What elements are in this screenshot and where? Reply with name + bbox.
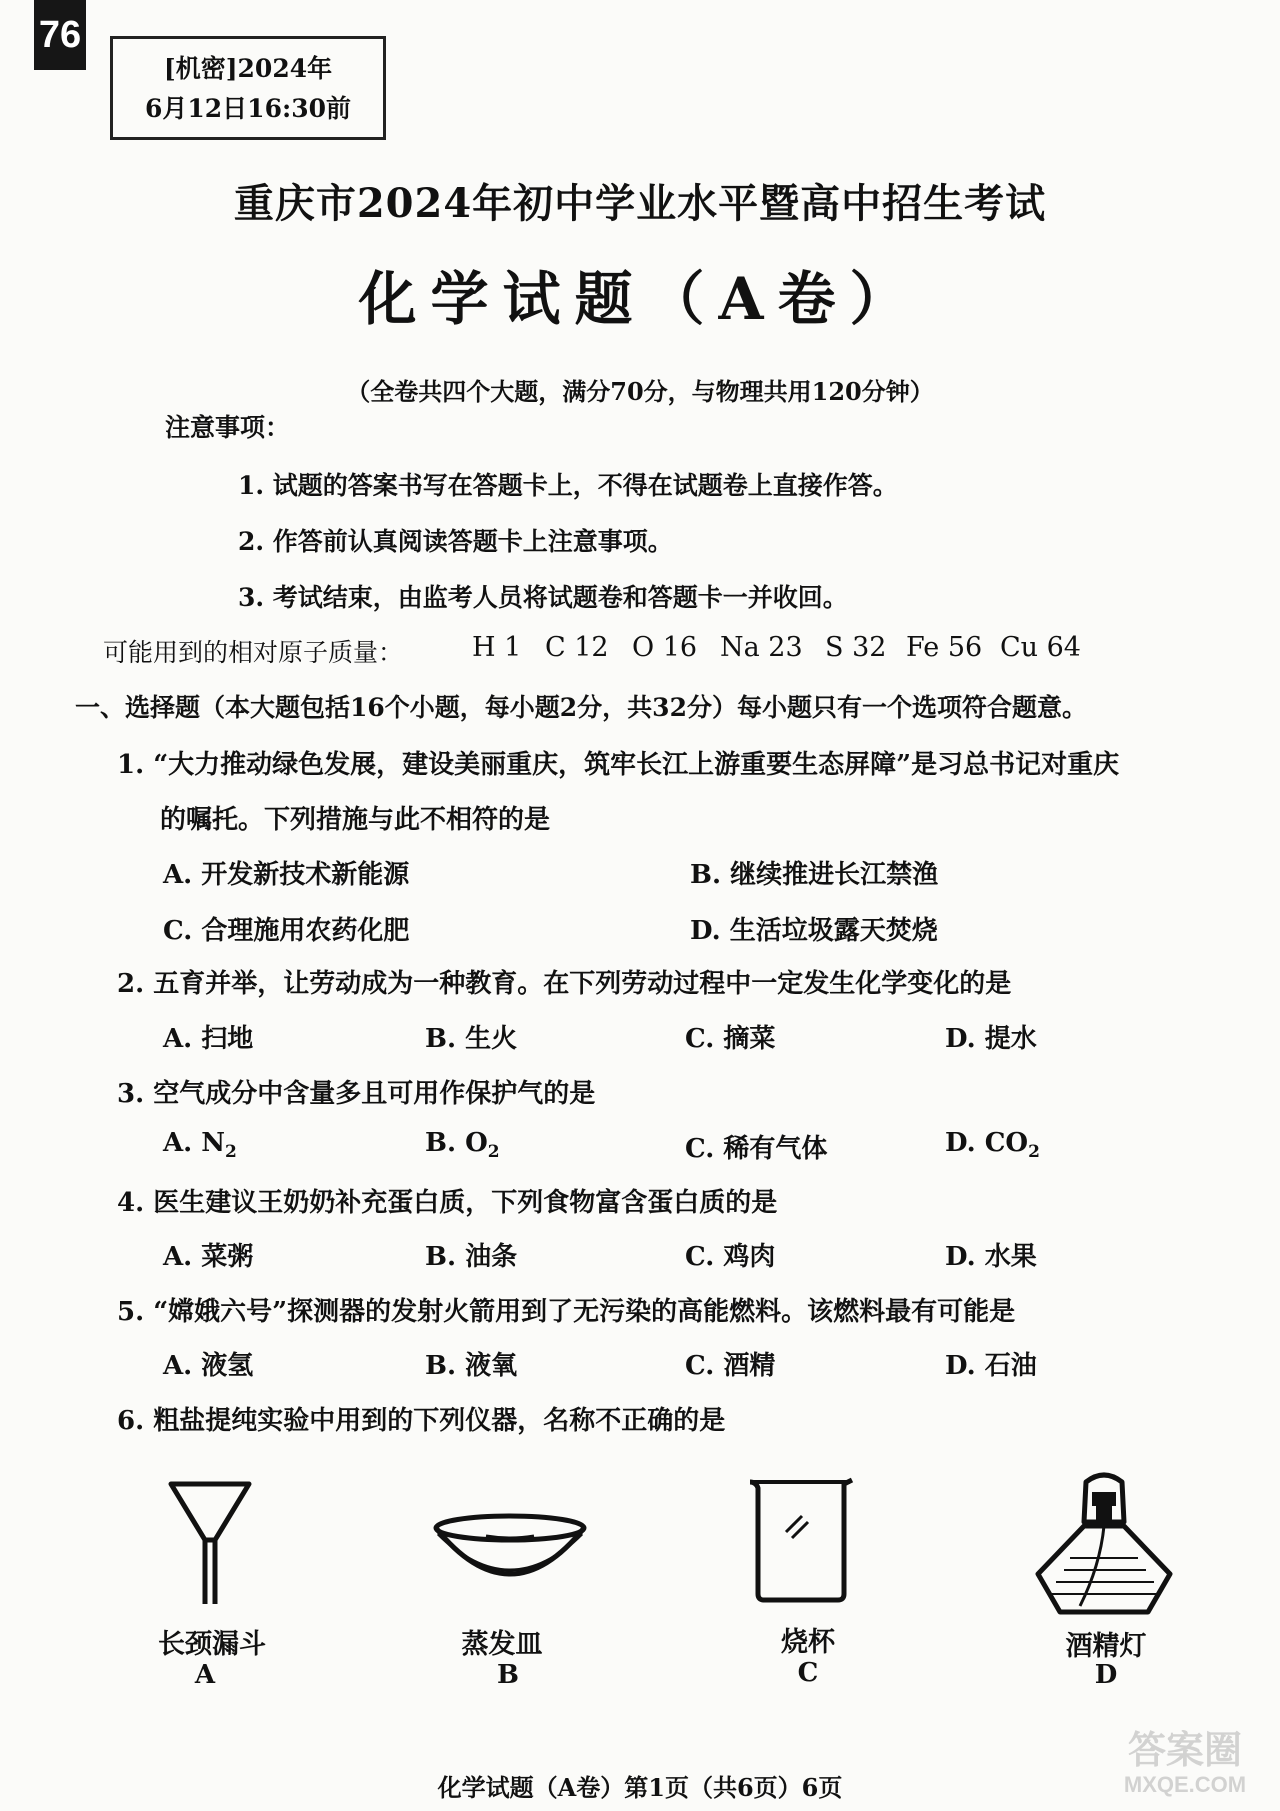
watermark-logo: 答案圈 bbox=[1127, 1730, 1242, 1772]
instrument-c-letter: C bbox=[797, 1658, 819, 1688]
question-1-stem: 1. “大力推动绿色发展，建设美丽重庆，筑牢长江上游重要生态屏障”是习总书记对重庆 bbox=[117, 750, 1120, 780]
question-5-stem: 5. “嫦娥六号”探测器的发射火箭用到了无污染的高能燃料。该燃料最有可能是 bbox=[117, 1297, 1016, 1327]
atomic-mass: S 32 bbox=[825, 632, 887, 663]
instrument-a-letter: A bbox=[194, 1660, 216, 1690]
confidential-line-1: [机密]2024年 bbox=[163, 54, 333, 83]
instrument-d-letter: D bbox=[1094, 1660, 1118, 1690]
question-2-option-d: D. 提水 bbox=[945, 1024, 1037, 1054]
question-3-option-c: C. 稀有气体 bbox=[685, 1134, 828, 1164]
corner-page-mark: 76 bbox=[34, 0, 86, 70]
question-3-option-a: A. $N_2$ bbox=[163, 1128, 237, 1162]
instrument-c-name: 烧杯 bbox=[781, 1627, 835, 1658]
question-1-option-a: A. 开发新技术新能源 bbox=[163, 860, 410, 890]
atomic-mass: Na 23 bbox=[720, 632, 803, 663]
atomic-mass: H 1 bbox=[472, 632, 522, 663]
instrument-b-name: 蒸发皿 bbox=[461, 1629, 543, 1660]
question-5-option-d: D. 石油 bbox=[945, 1351, 1037, 1381]
question-5-option-a: A. 液氢 bbox=[163, 1351, 254, 1381]
question-1-option-b: B. 继续推进长江禁渔 bbox=[690, 860, 939, 890]
exam-title: 重庆市2024年初中学业水平暨高中招生考试 bbox=[233, 180, 1047, 227]
atomic-mass: O 16 bbox=[632, 632, 698, 663]
site-watermark bbox=[1100, 1730, 1270, 1800]
question-1-stem-cont: 的嘱托。下列措施与此不相符的是 bbox=[160, 805, 551, 835]
evaporating-dish-icon bbox=[430, 1510, 590, 1590]
question-4-option-c: C. 鸡肉 bbox=[685, 1242, 776, 1272]
question-1-option-c: C. 合理施用农药化肥 bbox=[163, 916, 410, 946]
note-item: 1. 试题的答案书写在答题卡上，不得在试题卷上直接作答。 bbox=[238, 471, 898, 500]
question-3-stem: 3. 空气成分中含量多且可用作保护气的是 bbox=[117, 1079, 596, 1109]
paper-title: 化学试题（A卷） bbox=[358, 265, 922, 333]
note-item: 2. 作答前认真阅读答题卡上注意事项。 bbox=[238, 527, 673, 556]
question-5-option-c: C. 酒精 bbox=[685, 1351, 776, 1381]
question-2-option-a: A. 扫地 bbox=[163, 1024, 254, 1054]
notes-title: 注意事项： bbox=[165, 413, 291, 442]
question-4-stem: 4. 医生建议王奶奶补充蛋白质，下列食物富含蛋白质的是 bbox=[117, 1188, 778, 1218]
atomic-masses-label: 可能用到的相对原子质量： bbox=[103, 638, 404, 667]
instrument-d-name: 酒精灯 bbox=[1065, 1631, 1147, 1662]
question-4-option-d: D. 水果 bbox=[945, 1242, 1037, 1272]
question-4-option-b: B. 油条 bbox=[425, 1242, 518, 1272]
question-4-option-a: A. 菜粥 bbox=[163, 1242, 254, 1272]
exam-info: （全卷共四个大题，满分70分，与物理共用120分钟） bbox=[346, 377, 934, 406]
question-2-option-b: B. 生火 bbox=[425, 1024, 518, 1054]
atomic-mass: C 12 bbox=[545, 632, 609, 663]
question-6-stem: 6. 粗盐提纯实验中用到的下列仪器，名称不正确的是 bbox=[117, 1406, 726, 1436]
question-2-stem: 2. 五育并举，让劳动成为一种教育。在下列劳动过程中一定发生化学变化的是 bbox=[117, 969, 1012, 999]
instrument-a-name: 长颈漏斗 bbox=[158, 1629, 266, 1660]
watermark-url: MXQE.COM bbox=[1123, 1772, 1247, 1797]
beaker-icon bbox=[746, 1476, 856, 1604]
confidential-box bbox=[110, 36, 386, 140]
question-5-option-b: B. 液氧 bbox=[425, 1351, 518, 1381]
alcohol-lamp-icon bbox=[1030, 1466, 1180, 1616]
atomic-mass: Fe 56 bbox=[906, 632, 983, 663]
page-footer: 化学试题（A卷）第1页（共6页）6页 bbox=[437, 1773, 843, 1802]
funnel-icon bbox=[165, 1478, 255, 1610]
section-1-heading: 一、选择题（本大题包括16个小题，每小题2分，共32分）每小题只有一个选项符合题意。 bbox=[75, 693, 1087, 722]
confidential-line-2: 6月12日16:30前 bbox=[145, 94, 351, 123]
atomic-mass: Cu 64 bbox=[1000, 632, 1081, 663]
question-3-option-d: D. $CO_2$ bbox=[945, 1128, 1040, 1162]
note-item: 3. 考试结束，由监考人员将试题卷和答题卡一并收回。 bbox=[238, 583, 848, 612]
question-1-option-d: D. 生活垃圾露天焚烧 bbox=[690, 916, 938, 946]
question-2-option-c: C. 摘菜 bbox=[685, 1024, 776, 1054]
question-3-option-b: B. $O_2$ bbox=[425, 1128, 500, 1162]
instrument-b-letter: B bbox=[497, 1660, 519, 1690]
